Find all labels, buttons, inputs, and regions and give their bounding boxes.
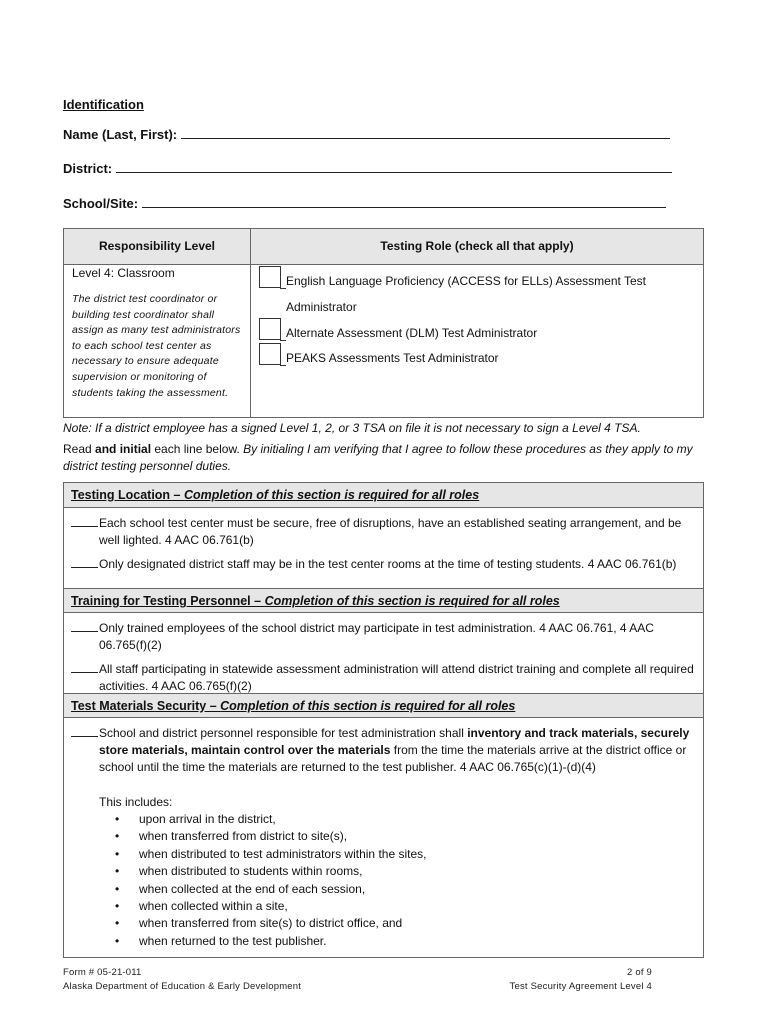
- initial-line[interactable]: [71, 620, 98, 632]
- responsibility-table: [63, 228, 704, 418]
- list-item: [71, 620, 696, 652]
- identification-heading: Identification: [63, 97, 144, 112]
- note-text: Note: If a district employee has a signed Level 1, 2, or 3 TSA on file it is not necessary to sign a Level 4 TSA.: [63, 421, 641, 435]
- footer-doc-title: Test Security Agreement Level 4: [509, 981, 652, 992]
- school-field: [63, 196, 666, 211]
- name-label: Name (Last, First):: [63, 127, 178, 142]
- initial-line[interactable]: [71, 515, 98, 527]
- list-item: • when transferred from site(s) to district office, and: [115, 916, 403, 931]
- list-item: [71, 515, 696, 547]
- district-label: District:: [63, 161, 113, 176]
- list-item: [71, 661, 696, 693]
- includes-label: This includes:: [99, 795, 173, 809]
- district-field: [63, 161, 672, 176]
- section-title-italic: Completion of this section is required for all roles: [183, 488, 480, 502]
- list-item: [71, 725, 696, 774]
- school-line[interactable]: [142, 196, 666, 208]
- item-text: [99, 725, 699, 776]
- column-divider: [250, 229, 251, 417]
- section-title-italic: Completion of this section is required for all roles: [264, 594, 560, 608]
- section-materials-header: [64, 693, 703, 718]
- item-text-pre: School and district personnel responsible for test administration shall: [99, 726, 468, 740]
- testing-role-header: Testing Role (check all that apply): [380, 239, 574, 253]
- footer-department: Alaska Department of Education & Early Development: [63, 981, 302, 992]
- district-line[interactable]: [116, 161, 672, 173]
- list-item: • when collected at the end of each session,: [115, 881, 366, 896]
- role-dlm-label: Alternate Assessment (DLM) Test Administrator: [286, 326, 538, 340]
- name-field: [63, 127, 670, 142]
- bullet-list: [99, 811, 599, 950]
- school-label: School/Site:: [63, 196, 139, 211]
- dlm-checkbox[interactable]: [259, 318, 281, 340]
- list-item: • when distributed to test administrators within the sites,: [115, 846, 427, 861]
- item-text-bold: inventory and track materials, securely store materials, maintain control over the materials: [99, 726, 690, 757]
- instructions-text: [63, 441, 713, 475]
- list-item: [71, 556, 696, 573]
- list-item: • upon arrival in the district,: [115, 812, 276, 826]
- instructions-read: Read: [63, 442, 96, 456]
- item-text: Each school test center must be secure, free of disruptions, have an established seating arrangement, and be well lighted. 4 AAC 06.761(b): [99, 516, 682, 547]
- role-peaks-label: PEAKS Assessments Test Administrator: [286, 351, 499, 365]
- sections-table: [63, 482, 704, 958]
- list-item: • when returned to the test publisher.: [115, 933, 327, 948]
- initial-line[interactable]: [71, 725, 98, 737]
- role-access-label-cont: Administrator: [286, 300, 357, 314]
- item-text: Only designated district staff may be in the test center rooms at the time of testing students. 4 AAC 06.761(b): [99, 557, 677, 571]
- list-item: • when distributed to students within rooms,: [115, 864, 363, 879]
- section-title: Training for Testing Personnel –: [71, 594, 265, 608]
- initial-line[interactable]: [71, 556, 98, 568]
- section-title: Testing Location –: [71, 488, 184, 502]
- section-testing-location-header: [64, 483, 703, 508]
- instructions-each-line: each line below.: [151, 442, 244, 456]
- level-description: The district test coordinator or building test coordinator shall assign as many test administrators to each school test center as necessary to ensure adequate supervision or monitoring of students taking the assessment.: [72, 293, 241, 399]
- name-line[interactable]: [181, 127, 670, 139]
- item-text: Only trained employees of the school district may participate in test administration. 4 AAC 06.761, 4 AAC 06.765(f)(2): [99, 621, 654, 652]
- responsibility-level-header: Responsibility Level: [98, 239, 216, 253]
- instructions-and-initial: and initial: [95, 442, 152, 456]
- access-checkbox[interactable]: [259, 266, 281, 288]
- section-title-italic: Completion of this section is required for all roles: [220, 699, 516, 713]
- footer-page-number: 2 of 9: [627, 967, 652, 978]
- level-label: Level 4: Classroom: [72, 266, 175, 280]
- role-access-label: English Language Proficiency (ACCESS for ELLs) Assessment Test: [286, 274, 646, 288]
- list-item: • when collected within a site,: [115, 898, 288, 913]
- item-text: All staff participating in statewide assessment administration will attend district training and complete all required activities. 4 AAC 06.765(f)(2): [99, 662, 694, 693]
- footer-form-number: Form # 05-21-011: [63, 967, 142, 978]
- section-training-header: [64, 588, 703, 613]
- instructions-verify: By initialing I am verifying that I agree to follow these procedures as they apply to my district testing personnel duties.: [63, 442, 693, 473]
- peaks-checkbox[interactable]: [259, 343, 281, 365]
- section-title: Test Materials Security –: [71, 699, 221, 713]
- list-item: • when transferred from district to site(s),: [115, 829, 348, 844]
- initial-line[interactable]: [71, 661, 98, 673]
- item-text-post: from the time the materials arrive at the district office or school until the time the materials are returned to the test publisher. 4 AAC 06.765(c)(1)-(d)(4): [99, 743, 687, 774]
